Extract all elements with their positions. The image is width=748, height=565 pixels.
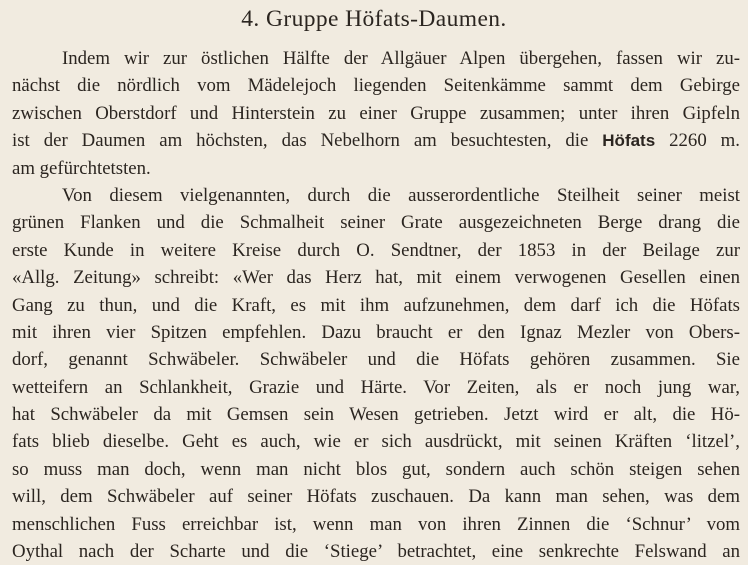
body-text [12, 45, 740, 565]
text-run: 2260 m. [655, 130, 740, 152]
text-line: Gang zu thun, und die Kraft, es mit ihm aufzunehmen, dem darf ich die Höfats [12, 294, 740, 316]
text-line: grünen Flanken und die Schmalheit seiner Grate ausgezeichneten Berge drang die [12, 212, 740, 234]
text-line: so muss man doch, wenn man nicht blos gut, sondern auch schön steigen sehen [12, 458, 740, 480]
text-line: wetteifern an Schlankheit, Grazie und Härte. Vor Zeiten, als er noch jung war, [12, 376, 740, 398]
text-line: fats blieb dieselbe. Geht es auch, wie er sich ausdrückt, mit seinen Kräften ‘litzel’, [12, 431, 740, 453]
text-line: Oythal nach der Scharte und die ‘Stiege’ betrachtet, eine senkrechte Felswand an [12, 541, 740, 563]
text-line: «Allg. Zeitung» schreibt: «Wer das Herz hat, mit einem verwogenen Gesellen einen [12, 267, 740, 289]
text-line: dorf, genannt Schwäbeler. Schwäbeler und die Höfats gehören zusammen. Sie [12, 349, 740, 371]
text-line: hat Schwäbeler da mit Gemsen sein Wesen getrieben. Jetzt wird er alt, die Hö- [12, 404, 740, 426]
text-line: will, dem Schwäbeler auf seiner Höfats zuschauen. Da kann man sehen, was dem [12, 486, 740, 508]
text-line: erste Kunde in weitere Kreise durch O. Sendtner, der 1853 in der Beilage zur [12, 239, 740, 261]
text-run: ist der Daumen am höchsten, das Nebelhorn am besuchtesten, die [12, 130, 603, 152]
text-line: zwischen Oberstdorf und Hinterstein zu einer Gruppe zusammen; unter ihren Gipfeln [12, 102, 740, 124]
text-line: nächst die nördlich vom Mädelejoch liegenden Seitenkämme sammt dem Gebirge [12, 75, 740, 97]
text-line: Indem wir zur östlichen Hälfte der Allgäuer Alpen übergehen, fassen wir zu- [62, 48, 740, 69]
text-line: Von diesem vielgenannten, durch die ausserordentliche Steilheit seiner meist [62, 184, 740, 206]
text-line: menschlichen Fuss erreichbar ist, wenn man von ihren Zinnen die ‘Schnur’ vom [12, 513, 740, 535]
text-line [12, 127, 740, 154]
section-heading: 4. Gruppe Höfats-Daumen. [241, 6, 507, 32]
emphasized-peak-name: Höfats [602, 131, 656, 151]
text-line: am gefürchtetsten. [12, 157, 151, 179]
text-line: mit ihren vier Spitzen empfehlen. Dazu braucht er den Ignaz Mezler von Obers- [12, 321, 740, 343]
